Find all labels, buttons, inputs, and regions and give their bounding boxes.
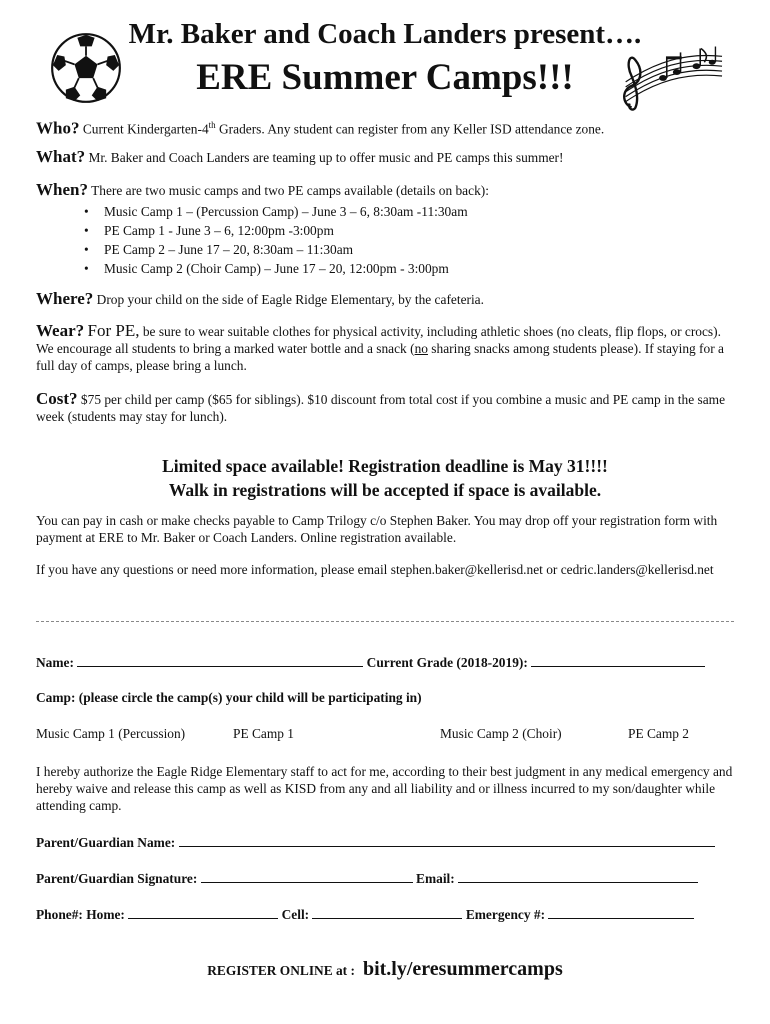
name-label: Name: [36, 655, 74, 670]
who-text-post: Graders. Any student can register from any Keller ISD attendance zone. [215, 121, 605, 137]
name-field[interactable] [77, 654, 363, 667]
email-label: Email: [416, 871, 455, 886]
cost-text: $75 per child per camp ($65 for siblings). $10 discount from total cost if you combine a music and PE camp in the same week (students may stay for lunch). [36, 392, 726, 424]
guardian-name-field[interactable] [179, 834, 715, 847]
what-section [36, 148, 736, 166]
walk-in-notice: Walk in registrations will be accepted if space is available. [168, 480, 602, 500]
wear-text-a: be sure to wear suitable clothes for physical activity, including athletic shoes (no cleats, flip flops, or crocs). We encourage all students to bring a marked water bottle and a snack ( [36, 324, 721, 356]
payment-info: You can pay in cash or make checks payable to Camp Trilogy c/o Stephen Baker. You may drop off your registration form with payment at ERE to Mr. Baker or Coach Landers. Online registration available. [36, 513, 718, 545]
name-grade-row [36, 654, 705, 671]
camp-option-music-1[interactable]: Music Camp 1 (Percussion) [36, 726, 186, 741]
who-superscript: th [208, 120, 216, 130]
authorization-text: I hereby authorize the Eagle Ridge Elementary staff to act for me, according to their best judgment in any medical emergency and hereby waive and release this camp as well as KISD from any and all liability and or illness incurred to my son/daughter while attending camp. [36, 764, 733, 813]
cost-section [36, 390, 736, 425]
when-section [36, 181, 736, 278]
list-item: • Music Camp 2 (Choir Camp) – June 17 – 20, 12:00pm - 3:00pm [104, 259, 736, 278]
cell-phone-label: Cell: [281, 907, 310, 922]
guardian-name-label: Parent/Guardian Name: [36, 835, 176, 850]
where-text: Drop your child on the side of Eagle Ridge Elementary, by the cafeteria. [96, 292, 484, 307]
cut-line-divider [36, 621, 734, 622]
grade-label: Current Grade (2018-2019): [366, 655, 528, 670]
who-text-pre: Current Kindergarten-4 [82, 121, 209, 137]
what-text: Mr. Baker and Coach Landers are teaming up to offer music and PE camps this summer! [88, 150, 564, 165]
guardian-name-row [36, 834, 715, 851]
guardian-signature-field[interactable] [201, 870, 413, 883]
list-item: • Music Camp 1 – (Percussion Camp) – June 3 – 6, 8:30am -11:30am [104, 202, 736, 221]
where-label: Where? [36, 289, 94, 308]
header-line-1: Mr. Baker and Coach Landers present…. [128, 18, 642, 50]
where-section [36, 290, 736, 308]
register-online-link[interactable]: bit.ly/eresummercamps [362, 958, 563, 980]
music-notes-icon [606, 42, 724, 112]
deadline-notice: Limited space available! Registration deadline is May 31!!!! [162, 456, 608, 476]
contact-info: If you have any questions or need more information, please email stephen.baker@kellerisd.net or cedric.landers@kellerisd.net [36, 562, 714, 577]
wear-section [36, 322, 736, 374]
guardian-signature-label: Parent/Guardian Signature: [36, 871, 198, 886]
wear-label: Wear? [36, 321, 85, 340]
camp-selection-label: Camp: (please circle the camp(s) your child will be participating in) [36, 690, 422, 705]
when-label: When? [36, 180, 88, 199]
camp-option-music-2[interactable]: Music Camp 2 (Choir) [440, 726, 562, 741]
list-item: • PE Camp 2 – June 17 – 20, 8:30am – 11:30am [104, 240, 736, 259]
camp-option-pe-2[interactable]: PE Camp 2 [628, 726, 690, 741]
register-online [0, 958, 770, 981]
grade-field[interactable] [531, 654, 705, 667]
who-label: Who? [36, 118, 80, 138]
register-online-label: REGISTER ONLINE at : [207, 963, 355, 978]
wear-text-b: sharing snacks among students please). If staying for a full day of camps, please bring a lunch. [36, 341, 724, 373]
camp-option-pe-1[interactable]: PE Camp 1 [233, 726, 295, 741]
wear-underlined: no [414, 341, 428, 356]
camp-schedule-list [36, 202, 736, 278]
page-title: ERE Summer Camps!!! [196, 57, 574, 98]
signature-email-row [36, 870, 698, 887]
home-phone-field[interactable] [128, 906, 278, 919]
who-section [36, 117, 736, 137]
soccer-ball-icon [50, 32, 122, 104]
wear-lead: For PE, [87, 321, 140, 340]
home-phone-label: Phone#: Home: [36, 907, 125, 922]
list-item: • PE Camp 1 - June 3 – 6, 12:00pm -3:00pm [104, 221, 736, 240]
emergency-phone-field[interactable] [548, 906, 694, 919]
when-text: There are two music camps and two PE camps available (details on back): [91, 183, 489, 198]
cell-phone-field[interactable] [312, 906, 462, 919]
cost-label: Cost? [36, 389, 78, 408]
email-field[interactable] [458, 870, 698, 883]
phone-row [36, 906, 694, 923]
emergency-phone-label: Emergency #: [465, 907, 546, 922]
what-label: What? [36, 147, 86, 166]
